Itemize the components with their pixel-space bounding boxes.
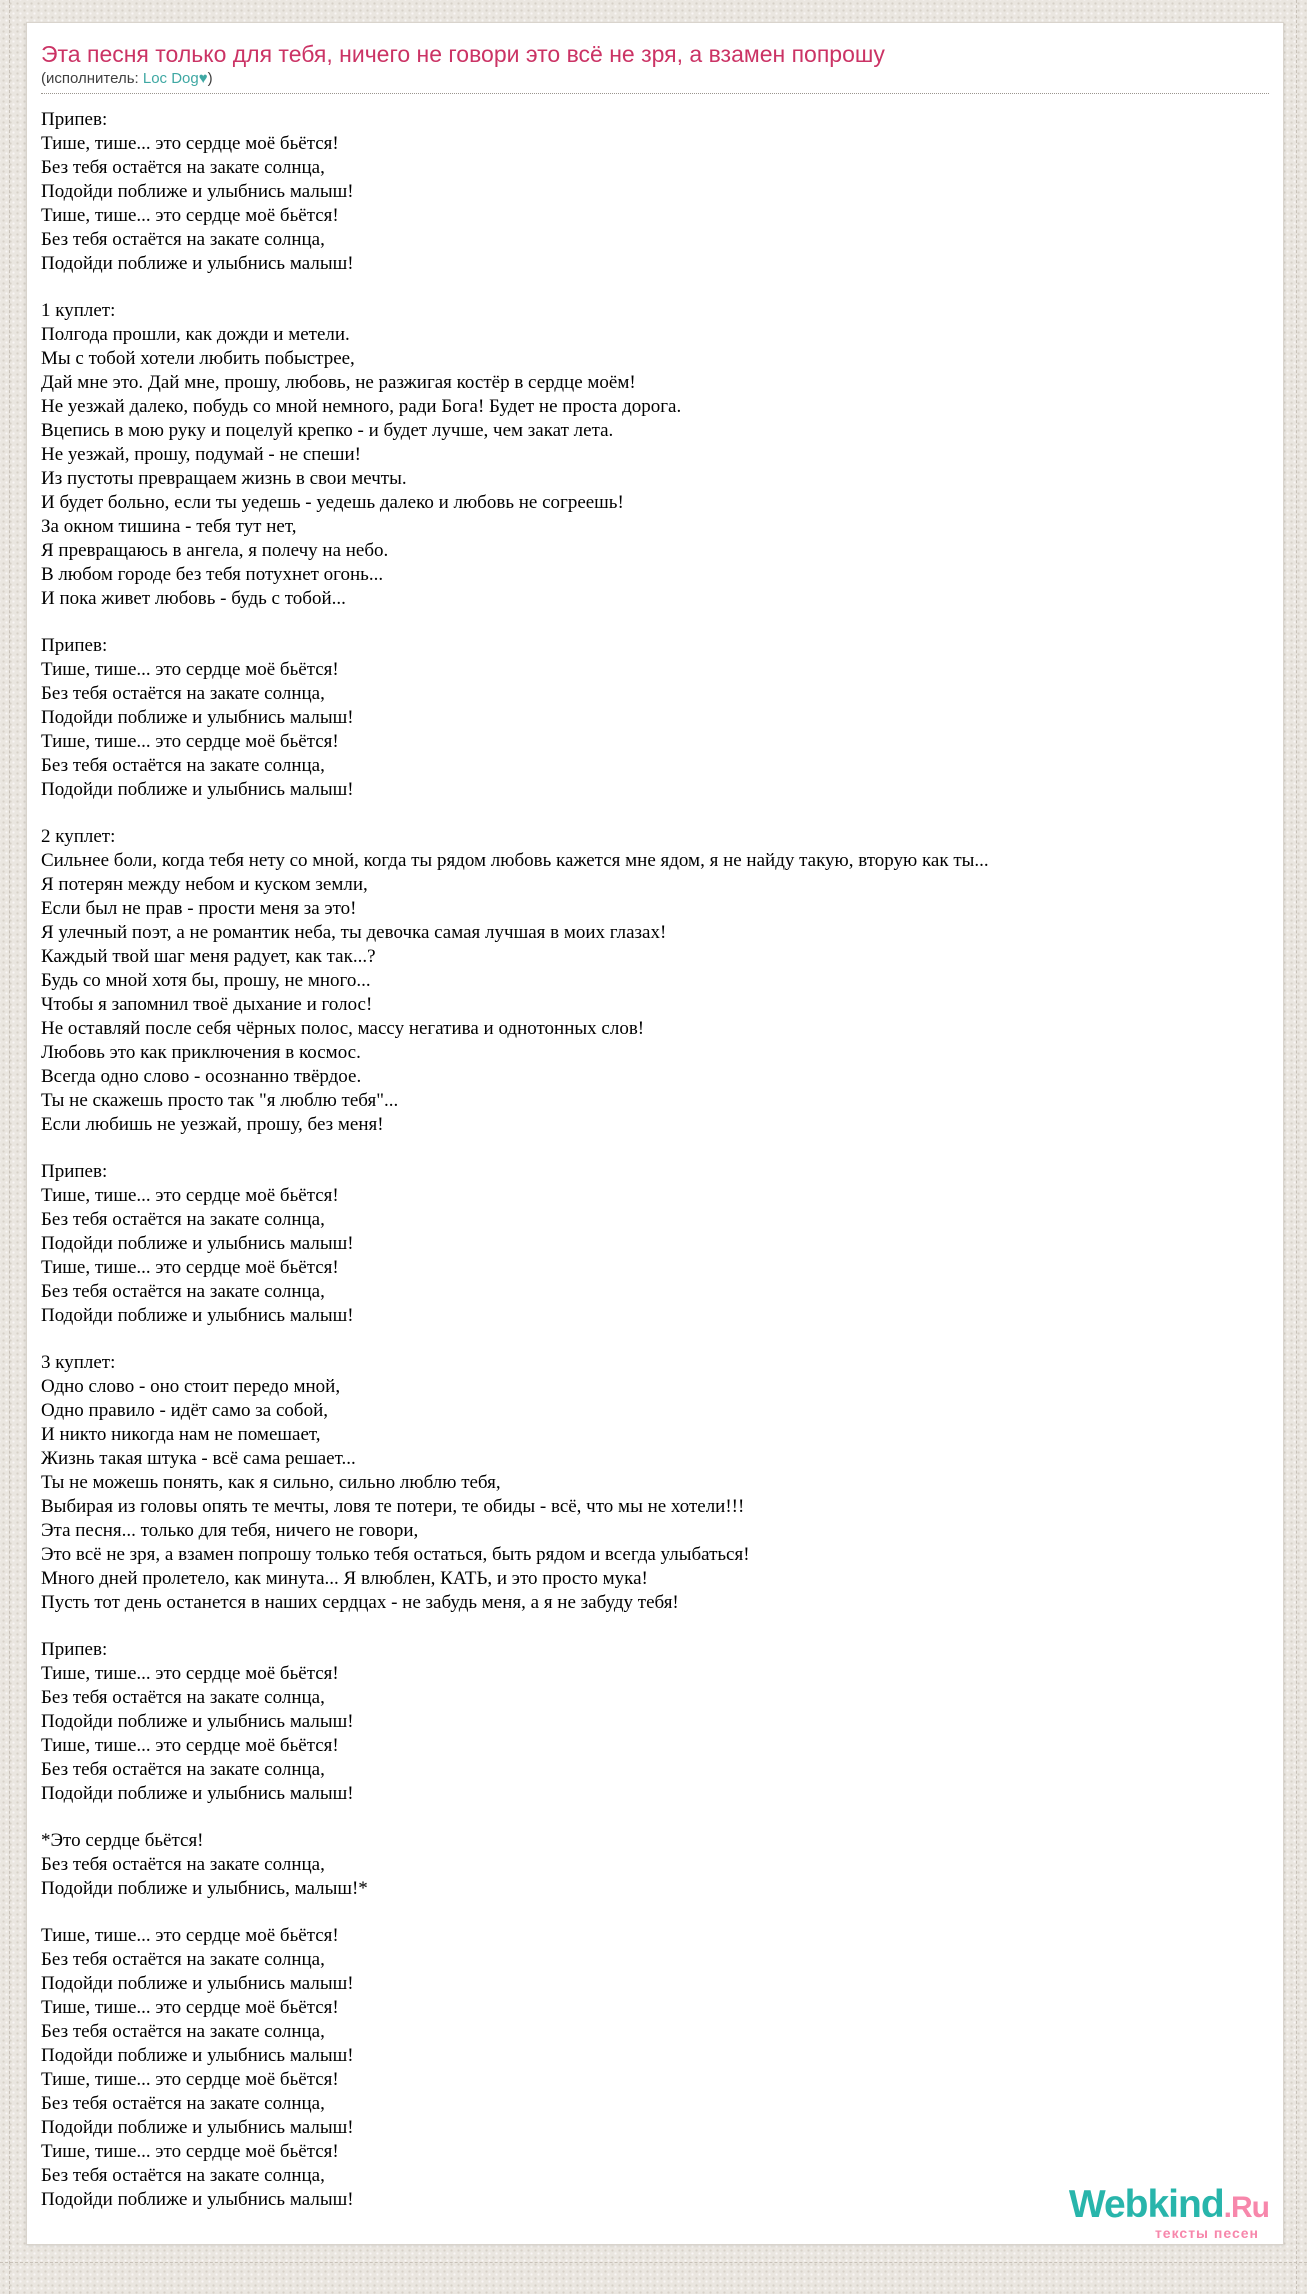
lyric-line: Будь со мной хотя бы, прошу, не много...: [41, 970, 371, 991]
lyric-line: Подойди поближе и улыбнись малыш!: [41, 253, 354, 274]
lyric-line: Не оставляй после себя чёрных полос, массу негатива и однотонных слов!: [41, 1018, 645, 1039]
lyric-line: Если любишь не уезжай, прошу, без меня!: [41, 1114, 384, 1135]
artist-suffix: ): [207, 70, 213, 87]
lyric-line: Подойди поближе и улыбнись малыш!: [41, 1783, 354, 1804]
lyric-line: Припев:: [41, 1639, 108, 1660]
lyric-line: Мы с тобой хотели любить побыстрее,: [41, 348, 355, 369]
artist-prefix: (исполнитель:: [41, 70, 143, 87]
lyric-line: За окном тишина - тебя тут нет,: [41, 516, 297, 537]
lyric-line: Ты не скажешь просто так "я люблю тебя"...: [41, 1090, 399, 1111]
lyric-line: Припев:: [41, 635, 108, 656]
lyric-line: Без тебя остаётся на закате солнца,: [41, 1281, 325, 1302]
lyric-line: В любом городе без тебя потухнет огонь...: [41, 564, 384, 585]
lyric-line: Я превращаюсь в ангела, я полечу на небо.: [41, 540, 389, 561]
stitch-line-left: [9, 0, 10, 2294]
site-logo[interactable]: [1069, 2185, 1269, 2240]
song-title: Эта песня только для тебя, ничего не говори это всё не зря, а взамен попрошу: [41, 41, 885, 67]
lyric-line: Припев:: [41, 109, 108, 130]
lyric-line: Тише, тише... это сердце моё бьётся!: [41, 205, 339, 226]
lyric-line: Много дней пролетело, как минута... Я влюблен, КАТЬ, и это просто мука!: [41, 1568, 648, 1589]
artist-line: [41, 70, 1269, 88]
lyric-line: Без тебя остаётся на закате солнца,: [41, 1949, 325, 1970]
lyric-line: Пусть тот день останется в наших сердцах - не забудь меня, а я не забуду тебя!: [41, 1592, 679, 1613]
lyric-line: Каждый твой шаг меня радует, как так...?: [41, 946, 376, 967]
lyric-line: Я потерян между небом и куском земли,: [41, 874, 368, 895]
lyric-line: Подойди поближе и улыбнись малыш!: [41, 1233, 354, 1254]
separator: [41, 93, 1269, 94]
lyric-line: *Это сердце бьётся!: [41, 1830, 204, 1851]
lyric-line: Тише, тише... это сердце моё бьётся!: [41, 133, 339, 154]
lyric-line: Эта песня... только для тебя, ничего не говори,: [41, 1520, 419, 1541]
lyric-line: Тише, тише... это сердце моё бьётся!: [41, 1257, 339, 1278]
lyric-line: Подойди поближе и улыбнись малыш!: [41, 1973, 354, 1994]
lyric-line: Тише, тише... это сердце моё бьётся!: [41, 731, 339, 752]
lyrics: [41, 108, 1269, 2212]
stitch-line-right: [1296, 0, 1297, 2294]
lyric-line: Выбирая из головы опять те мечты, ловя те потери, те обиды - всё, что мы не хотели!!!: [41, 1496, 745, 1517]
lyric-line: Без тебя остаётся на закате солнца,: [41, 2165, 325, 2186]
lyric-line: Припев:: [41, 1161, 108, 1182]
lyric-line: Чтобы я запомнил твоё дыхание и голос!: [41, 994, 373, 1015]
lyric-line: 1 куплет:: [41, 300, 116, 321]
lyric-line: Если был не прав - прости меня за это!: [41, 898, 357, 919]
lyric-line: Тише, тише... это сердце моё бьётся!: [41, 2141, 339, 2162]
lyric-line: Без тебя остаётся на закате солнца,: [41, 2021, 325, 2042]
lyric-line: Без тебя остаётся на закате солнца,: [41, 2093, 325, 2114]
lyric-block: [41, 1829, 1269, 1901]
stitch-line-bottom: [0, 2262, 1307, 2263]
lyric-line: Дай мне это. Дай мне, прошу, любовь, не разжигая костёр в сердце моём!: [41, 372, 636, 393]
lyric-line: И будет больно, если ты уедешь - уедешь далеко и любовь не согреешь!: [41, 492, 624, 513]
lyric-line: Тише, тише... это сердце моё бьётся!: [41, 1185, 339, 1206]
lyric-line: Одно слово - оно стоит передо мной,: [41, 1376, 341, 1397]
lyric-line: 2 куплет:: [41, 826, 116, 847]
lyric-line: Вцепись в мою руку и поцелуй крепко - и будет лучше, чем закат лета.: [41, 420, 614, 441]
lyric-line: Тише, тише... это сердце моё бьётся!: [41, 1735, 339, 1756]
lyric-block: [41, 634, 1269, 802]
lyric-line: Подойди поближе и улыбнись малыш!: [41, 779, 354, 800]
lyric-line: Без тебя остаётся на закате солнца,: [41, 1687, 325, 1708]
lyric-line: Подойди поближе и улыбнись малыш!: [41, 1305, 354, 1326]
lyric-line: Подойди поближе и улыбнись, малыш!*: [41, 1878, 368, 1899]
lyric-line: Подойди поближе и улыбнись малыш!: [41, 2189, 354, 2210]
lyric-line: Без тебя остаётся на закате солнца,: [41, 229, 325, 250]
lyric-line: Тише, тише... это сердце моё бьётся!: [41, 2069, 339, 2090]
content-card: [26, 22, 1284, 2245]
lyric-line: И никто никогда нам не помешает,: [41, 1424, 321, 1445]
lyric-line: Одно правило - идёт само за собой,: [41, 1400, 329, 1421]
lyric-line: Из пустоты превращаем жизнь в свои мечты.: [41, 468, 407, 489]
lyric-line: 3 куплет:: [41, 1352, 116, 1373]
lyric-line: Тише, тише... это сердце моё бьётся!: [41, 1925, 339, 1946]
lyric-line: Тише, тише... это сердце моё бьётся!: [41, 1997, 339, 2018]
lyric-line: Сильнее боли, когда тебя нету со мной, когда ты рядом любовь кажется мне ядом, я не найду такую, вторую как ты...: [41, 850, 989, 871]
lyric-line: Без тебя остаётся на закате солнца,: [41, 755, 325, 776]
lyric-line: Подойди поближе и улыбнись малыш!: [41, 2045, 354, 2066]
lyric-line: Подойди поближе и улыбнись малыш!: [41, 2117, 354, 2138]
lyric-line: Без тебя остаётся на закате солнца,: [41, 157, 325, 178]
lyric-line: Полгода прошли, как дожди и метели.: [41, 324, 350, 345]
lyric-block: [41, 1924, 1269, 2212]
lyric-block: [41, 1160, 1269, 1328]
site-logo-brand: [1069, 2185, 1269, 2224]
lyric-line: Не уезжай, прошу, подумай - не спеши!: [41, 444, 361, 465]
lyric-line: Жизнь такая штука - всё сама решает...: [41, 1448, 356, 1469]
lyric-line: Тише, тише... это сердце моё бьётся!: [41, 1663, 339, 1684]
lyric-line: Это всё не зря, а взамен попрошу только тебя остаться, быть рядом и всегда улыбаться!: [41, 1544, 750, 1565]
lyric-line: Подойди поближе и улыбнись малыш!: [41, 1711, 354, 1732]
artist-link[interactable]: Loc Dog♥: [142, 70, 208, 87]
lyric-line: Тише, тише... это сердце моё бьётся!: [41, 659, 339, 680]
lyric-block: [41, 108, 1269, 276]
lyric-line: Без тебя остаётся на закате солнца,: [41, 683, 325, 704]
site-logo-tagline: тексты песен: [1154, 2225, 1259, 2241]
lyric-block: [41, 1351, 1269, 1615]
lyric-line: Подойди поближе и улыбнись малыш!: [41, 707, 354, 728]
site-logo-tld: .Ru: [1223, 2191, 1269, 2224]
lyric-block: [41, 825, 1269, 1137]
lyric-line: Без тебя остаётся на закате солнца,: [41, 1759, 325, 1780]
lyric-line: Подойди поближе и улыбнись малыш!: [41, 181, 354, 202]
lyric-line: Не уезжай далеко, побудь со мной немного, ради Бога! Будет не проста дорога.: [41, 396, 682, 417]
site-logo-name: Webkind: [1068, 2183, 1224, 2226]
lyric-line: Ты не можешь понять, как я сильно, сильно люблю тебя,: [41, 1472, 501, 1493]
lyric-line: Я улечный поэт, а не романтик неба, ты девочка самая лучшая в моих глазах!: [41, 922, 667, 943]
lyric-block: [41, 299, 1269, 611]
lyric-block: [41, 1638, 1269, 1806]
lyric-line: Любовь это как приключения в космос.: [41, 1042, 361, 1063]
lyric-line: И пока живет любовь - будь с тобой...: [41, 588, 346, 609]
lyric-line: Всегда одно слово - осознанно твёрдое.: [41, 1066, 362, 1087]
lyric-line: Без тебя остаётся на закате солнца,: [41, 1854, 325, 1875]
lyric-line: Без тебя остаётся на закате солнца,: [41, 1209, 325, 1230]
